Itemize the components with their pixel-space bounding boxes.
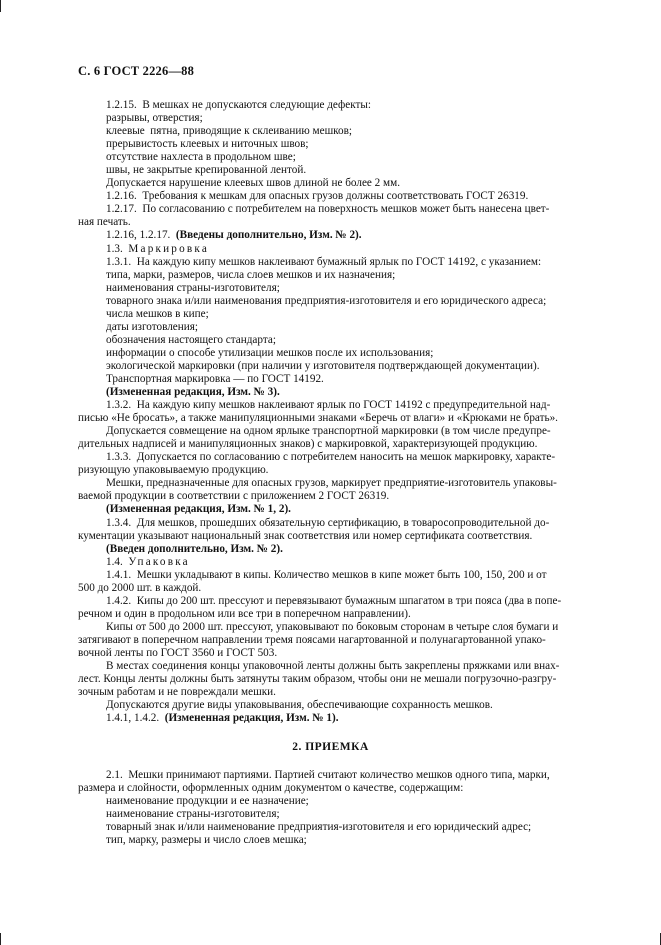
text-line [78,530,618,543]
text-line [106,595,618,608]
line-text: товарного знака и/или наименования предприятия-изготовителя и его юридического адреса; [106,294,547,307]
text-line [106,308,618,321]
amendment-note: (Введен дополнительно, Изм. № 2). [106,542,283,555]
crop-mark [0,933,1,945]
text-line [106,386,618,399]
line-text: 1.3.3. Допускается по согласованию с потребителем наносить на мешок маркировку, характе- [106,451,556,464]
line-text: Транспортная маркировка — по ГОСТ 14192. [106,372,324,385]
text-line [106,347,618,360]
text-line [106,125,618,138]
text-line [106,256,618,269]
text-line [78,686,618,699]
subsection-heading: Маркировка [128,242,210,255]
text-line [106,138,618,151]
line-text: 1.4.1. Мешки укладывают в кипы. Количество мешков в кипе может быть 100, 150, 200 и от [106,568,547,581]
text-line [106,795,618,808]
line-text: Допускается нарушение клеевых швов длиной не более 2 мм. [106,177,401,190]
section-2-title: 2. ПРИЕМКА [292,741,369,753]
line-text: затягивают в поперечном направлении тремя поясами нагартованной и полунагартованной упако- [78,633,546,646]
text-line [78,582,618,595]
text-line [106,243,618,256]
text-line [106,334,618,347]
line-text: швы, не закрытые крепированной лентой. [106,164,307,177]
line-text: 1.2.16, 1.2.17. [106,229,176,242]
text-line [106,621,618,634]
line-text: тип, марку, размеры и число слоев мешка; [106,834,307,847]
text-line [106,321,618,334]
line-text: 500 до 2000 шт. в каждой. [78,581,202,594]
line-text: ваемой продукции в соответствии с приложением 2 ГОСТ 26319. [78,490,390,503]
line-text: вочной ленты по ГОСТ 3560 и ГОСТ 503. [78,646,278,659]
line-text: информации о способе утилизации мешков после их использования; [106,346,434,359]
line-text: 1.3. [106,242,129,255]
line-text: обозначения настоящего стандарта; [106,333,276,346]
text-line [78,673,618,686]
text-line [106,699,618,712]
text-line [106,769,618,782]
line-text: числа мешков в кипе; [106,307,209,320]
line-text: 1.3.2. На каждую кипу мешков наклеивают ярлык по ГОСТ 14192 с предупредительной над- [106,399,551,412]
line-text: В местах соединения концы упаковочной ленты должны быть закреплены пряжками или внах- [106,660,560,673]
text-line [106,451,618,464]
line-text: Мешки, предназначенные для опасных грузов, маркирует предприятие-изготовитель упаковы- [106,477,557,490]
line-text: товарный знак и/или наименование предприятия-изготовителя и его юридический адрес; [106,821,532,834]
line-text: размера и слойности, оформленных одним документом о качестве, содержащим: [78,782,464,795]
text-line [78,438,618,451]
page-header: С. 6 ГОСТ 2226—88 [78,64,195,78]
line-text: клеевые пятна, приводящие к склеиванию мешков; [106,125,353,138]
line-text: ная печать. [78,216,131,229]
line-text: наименования страны-изготовителя; [106,281,280,294]
amendment-note: (Введены дополнительно, Изм. № 2). [175,229,362,242]
text-line [106,425,618,438]
line-text: 1.4.1, 1.4.2. [106,712,165,725]
text-line [78,490,618,503]
text-line [106,282,618,295]
amendment-note: (Измененная редакция, Изм. № 1, 2). [106,503,291,516]
line-text: Допускаются другие виды упаковывания, обеспечивающие сохранность мешков. [106,699,493,712]
amendment-note: (Измененная редакция, Изм. № 3). [106,386,280,399]
subsection-heading: Упаковка [128,555,190,568]
text-line [106,660,618,673]
line-text: экологической маркировки (при наличии у изготовителя подтверждающей документации). [106,359,540,372]
line-text: 1.2.17. По согласованию с потребителем на поверхность мешков может быть нанесена цвет- [106,203,550,216]
line-text: ризующую упаковываемую продукцию. [78,464,269,477]
text-line [106,177,618,190]
text-line [106,203,618,216]
line-text: даты изготовления; [106,320,198,333]
line-text: писью «Не бросать», а также манипуляционными знаками «Беречь от влаги» и «Крюками не брать». [78,412,558,425]
line-text: разрывы, отверстия; [106,112,203,125]
line-text: 1.4. [106,555,129,568]
text-line [106,164,618,177]
line-text: отсутствие нахлеста в продольном шве; [106,151,296,164]
text-line [106,99,618,112]
text-line [106,229,618,242]
line-text: лест. Концы ленты должны быть затянуты таким образом, чтобы они не мешали погрузочно-разгру- [78,673,557,686]
line-text: наименование страны-изготовителя; [106,808,280,821]
line-text: 1.3.4. Для мешков, прошедших обязательную сертификацию, в товаросопроводительной до- [106,516,550,529]
text-line [106,269,618,282]
line-text: 2.1. Мешки принимают партиями. Партией считают количество мешков одного типа, марки, [106,769,550,781]
text-line [106,373,618,386]
text-line [106,712,618,725]
text-line [78,782,618,795]
line-text: зочным работам и не повреждали мешки. [78,686,276,699]
line-text: речном и один в продольном или все три в поперечном направлении). [78,607,411,620]
line-text: 1.4.2. Кипы до 200 шт. прессуют и перевязывают бумажным шпагатом в три пояса (два в попе- [106,594,562,607]
crop-mark [0,0,1,12]
text-line [106,190,618,203]
text-line [78,216,618,229]
line-text: 1.2.15. В мешках не допускаются следующие дефекты: [106,99,372,111]
text-line [78,608,618,621]
line-text: Допускается совмещение на одном ярлыке транспортной маркировки (в том числе предупре- [106,425,551,438]
amendment-note: (Измененная редакция, Изм. № 1). [164,712,339,725]
text-line [106,556,618,569]
line-text: наименование продукции и ее назначение; [106,795,309,808]
text-line [78,412,618,425]
text-line [106,517,618,530]
text-line [106,295,618,308]
line-text: типа, марки, размеров, числа слоев мешков и их назначения; [106,268,396,281]
line-text: дительных надписей и манипуляционных знаков) с маркировкой, характеризующей продукцию. [78,438,538,451]
line-text: прерывистость клеевых и ниточных швов; [106,138,309,151]
text-line [106,503,618,516]
section-1-text [78,99,618,725]
text-line [78,634,618,647]
text-line [106,543,618,556]
text-line [78,464,618,477]
text-line [106,112,618,125]
text-line [106,569,618,582]
text-line [106,360,618,373]
section-2-text [78,769,618,847]
text-line [106,151,618,164]
text-line [106,808,618,821]
line-text: кументации указывают национальный знак соответствия или номер сертификата соответствия. [78,529,533,542]
text-line [106,821,618,834]
line-text: 1.3.1. На каждую кипу мешков наклеивают бумажный ярлык по ГОСТ 14192, с указанием: [106,255,542,268]
text-line [106,477,618,490]
text-line [78,647,618,660]
line-text: 1.2.16. Требования к мешкам для опасных грузов должны соответствовать ГОСТ 26319. [106,190,529,203]
line-text: Кипы от 500 до 2000 шт. прессуют, упаковывают по боковым сторонам в четыре слоя бумаги и [106,620,559,633]
text-line [106,399,618,412]
text-line [106,834,618,847]
